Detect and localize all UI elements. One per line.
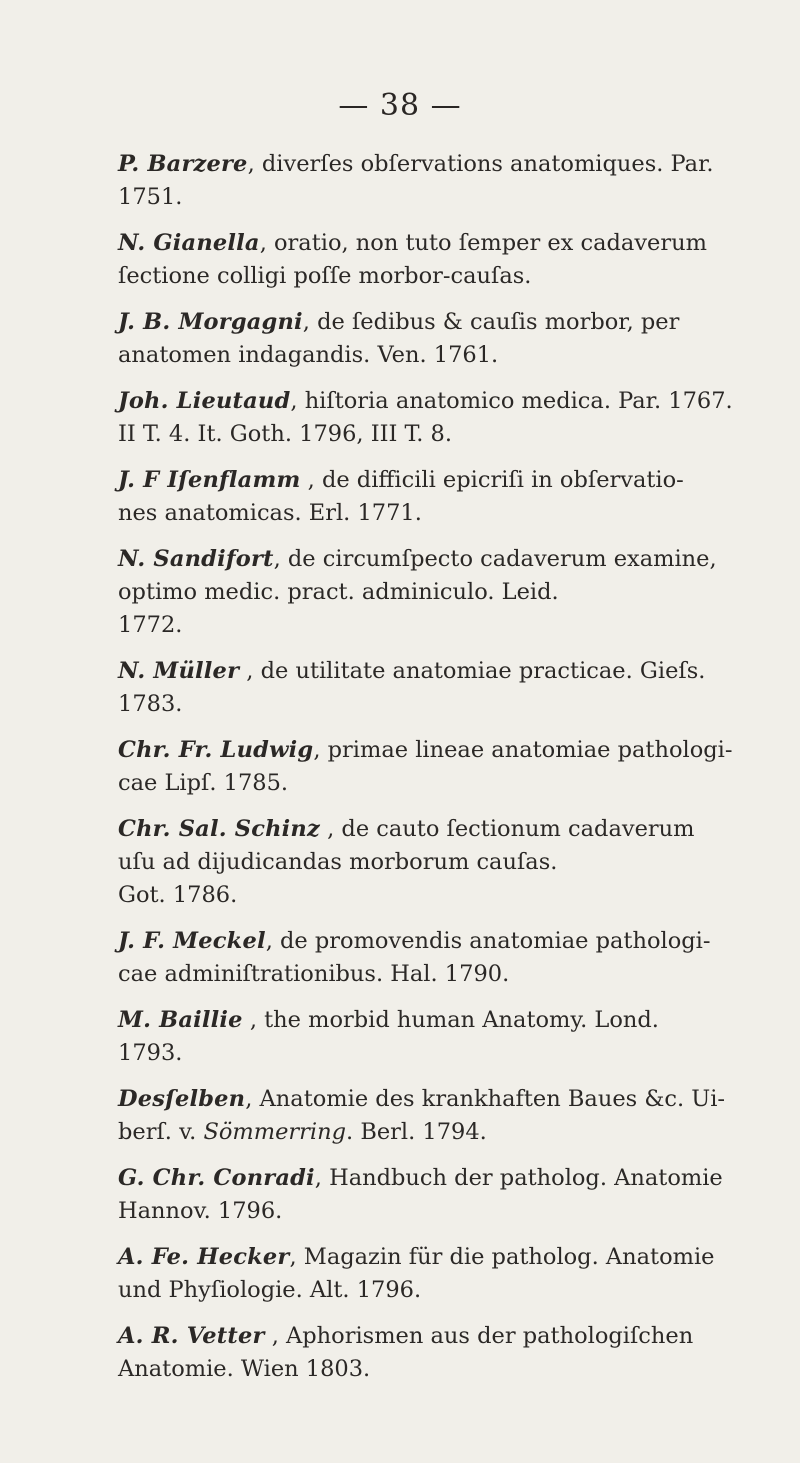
page-number: — 38 — bbox=[338, 88, 462, 123]
entry-text: , the morbid human Anatomy. Lond. bbox=[242, 1007, 659, 1033]
entry-line: nes anatomicas. Erl. 1771. bbox=[118, 500, 422, 526]
entry-line bbox=[118, 385, 768, 418]
entry-line bbox=[118, 813, 768, 846]
bibliography-list bbox=[118, 148, 768, 1399]
entry-line bbox=[118, 1241, 768, 1274]
bibliography-entry bbox=[118, 1320, 768, 1386]
entry-author: Chr. Fr. Ludwig bbox=[118, 737, 314, 763]
entry-author: M. Baillie bbox=[118, 1007, 243, 1033]
bibliography-entry bbox=[118, 655, 768, 721]
entry-line: II T. 4. It. Goth. 1796, III T. 8. bbox=[118, 421, 452, 447]
entry-text: , de utilitate anatomiae practicae. Gieſs. bbox=[239, 658, 706, 684]
entry-line: uſu ad dijudicandas morborum cauſas. bbox=[118, 849, 558, 875]
entry-text: , de ſedibus & cauſis morbor, per bbox=[302, 309, 680, 335]
entry-text: , hiſtoria anatomico medica. Par. 1767. bbox=[290, 388, 733, 414]
entry-line: ſectione colligi poſſe morbor-cauſas. bbox=[118, 263, 532, 289]
entry-author: P. Barzere bbox=[118, 151, 248, 177]
entry-author: N. Gianella bbox=[118, 230, 260, 256]
bibliography-entry bbox=[118, 148, 768, 214]
entry-line bbox=[118, 227, 768, 260]
entry-text: , de promovendis anatomiae pathologi- bbox=[265, 928, 711, 954]
entry-author: J. F Iſenflamm bbox=[118, 467, 301, 493]
entry-line bbox=[118, 925, 768, 958]
entry-text: , Aphorismen aus der pathologiſchen bbox=[264, 1323, 694, 1349]
bibliography-entry bbox=[118, 227, 768, 293]
entry-line bbox=[118, 1320, 768, 1353]
bibliography-entry bbox=[118, 925, 768, 991]
entry-line: und Phyſiologie. Alt. 1796. bbox=[118, 1277, 422, 1303]
entry-line: Hannov. 1796. bbox=[118, 1198, 283, 1224]
entry-text: , Handbuch der patholog. Anatomie bbox=[314, 1165, 723, 1191]
entry-author: Desſelben bbox=[118, 1086, 246, 1112]
entry-author: J. F. Meckel bbox=[118, 928, 266, 954]
entry-line bbox=[118, 1004, 768, 1037]
bibliography-entry bbox=[118, 1241, 768, 1307]
entry-line: cae adminiſtrationibus. Hal. 1790. bbox=[118, 961, 510, 987]
entry-author: N. Müller bbox=[118, 658, 240, 684]
entry-reference-name: Sömmerring bbox=[203, 1119, 347, 1145]
entry-text: , de circumſpecto cadaverum examine, bbox=[273, 546, 717, 572]
entry-text: , oratio, non tuto ſemper ex cadaverum bbox=[259, 230, 707, 256]
entry-author: Joh. Lieutaud bbox=[118, 388, 291, 414]
bibliography-entry bbox=[118, 464, 768, 530]
entry-author: A. R. Vetter bbox=[118, 1323, 265, 1349]
bibliography-entry bbox=[118, 1083, 768, 1149]
bibliography-entry bbox=[118, 734, 768, 800]
entry-line: 1772. bbox=[118, 612, 183, 638]
entry-line bbox=[118, 734, 768, 767]
entry-line bbox=[118, 148, 768, 181]
bibliography-entry bbox=[118, 543, 768, 642]
entry-author: G. Chr. Conradi bbox=[118, 1165, 315, 1191]
entry-author: N. Sandifort bbox=[118, 546, 274, 572]
entry-line: optimo medic. pract. adminiculo. Leid. bbox=[118, 579, 559, 605]
entry-line bbox=[118, 1083, 768, 1116]
bibliography-entry bbox=[118, 813, 768, 912]
entry-line bbox=[118, 1162, 768, 1195]
entry-text: , diverſes obſervations anatomiques. Par. bbox=[247, 151, 714, 177]
entry-text: , Magazin für die patholog. Anatomie bbox=[289, 1244, 715, 1270]
entry-line: Got. 1786. bbox=[118, 882, 238, 908]
entry-line: berſ. v. Sömmerring. Berl. 1794. bbox=[118, 1119, 487, 1145]
entry-author: J. B. Morgagni bbox=[118, 309, 303, 335]
bibliography-entry bbox=[118, 1004, 768, 1070]
bibliography-entry bbox=[118, 385, 768, 451]
bibliography-entry bbox=[118, 1162, 768, 1228]
entry-line: 1793. bbox=[118, 1040, 183, 1066]
entry-text: , de cauto ſectionum cadaverum bbox=[319, 816, 695, 842]
entry-text: , de difficili epicriſi in obſervatio- bbox=[300, 467, 684, 493]
bibliography-entry bbox=[118, 306, 768, 372]
entry-line: Anatomie. Wien 1803. bbox=[118, 1356, 371, 1382]
entry-author: A. Fe. Hecker bbox=[118, 1244, 290, 1270]
entry-author: Chr. Sal. Schinz bbox=[118, 816, 320, 842]
entry-line: cae Lipſ. 1785. bbox=[118, 770, 289, 796]
entry-line bbox=[118, 655, 768, 688]
entry-line bbox=[118, 464, 768, 497]
entry-text: , Anatomie des krankhaften Baues &c. Ui- bbox=[245, 1086, 726, 1112]
entry-line: 1783. bbox=[118, 691, 183, 717]
entry-line bbox=[118, 306, 768, 339]
entry-line bbox=[118, 543, 768, 576]
entry-text: , primae lineae anatomiae pathologi- bbox=[313, 737, 733, 763]
entry-line: anatomen indagandis. Ven. 1761. bbox=[118, 342, 499, 368]
entry-line: 1751. bbox=[118, 184, 183, 210]
